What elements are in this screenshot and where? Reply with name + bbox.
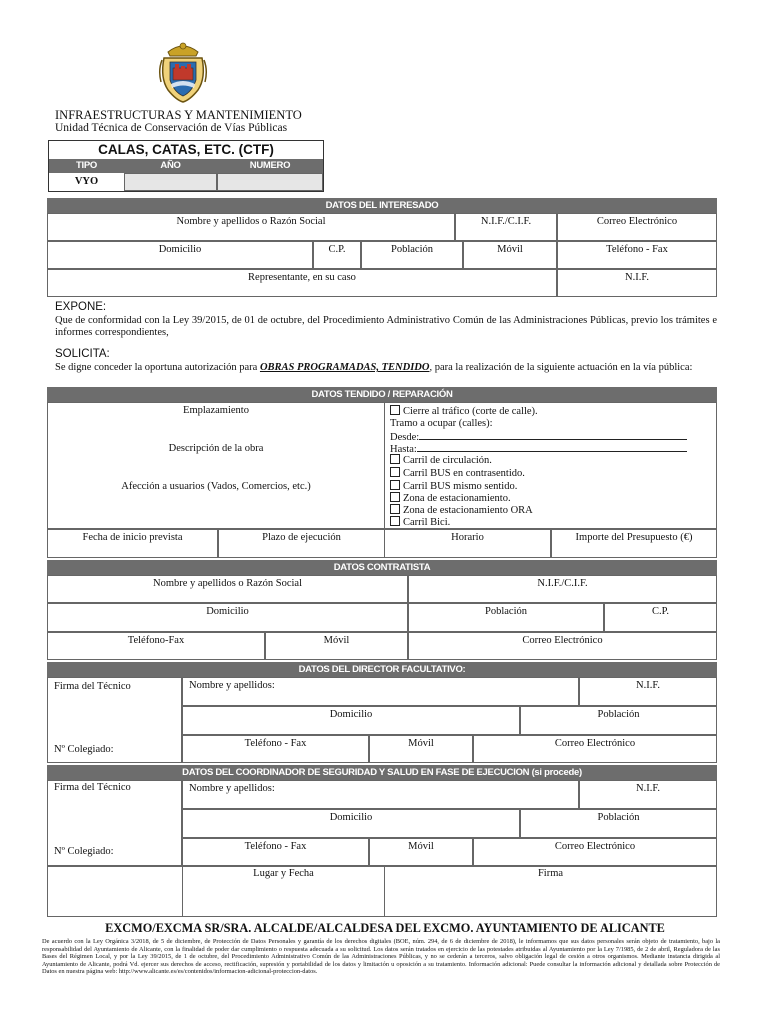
option-label: Carril de circulación. [403,455,492,466]
label: Teléfono - Fax [244,841,307,852]
unit-subtitle: Unidad Técnica de Conservación de Vías Públicas [55,122,288,134]
col-ano: AÑO [124,159,217,173]
label: Domicilio [329,812,373,823]
hasta-label: Hasta: [390,444,417,455]
label: Representante, en su caso [248,272,356,283]
lugar-fecha-field[interactable] [182,866,385,917]
coordinador-poblacion-field[interactable] [520,809,717,838]
solicita-heading: SOLICITA: [55,348,110,360]
checkbox-icon [390,516,400,526]
solicita-pre: Se digne conceder la oportuna autorización para [55,362,260,373]
solicita-post: , para la realización de la siguiente actuación en la vía pública: [429,362,693,373]
interesado-poblacion-field[interactable] [361,241,463,269]
label: Correo Electrónico [554,738,636,749]
option-carril-bus-contrasentido[interactable] [390,467,525,480]
form-code-title: CALAS, CATAS, ETC. (CTF) [98,142,274,157]
label: C.P. [328,244,346,255]
section-contratista-header: DATOS CONTRATISTA [47,560,717,575]
expone-heading: EXPONE: [55,301,107,313]
interesado-email-field[interactable] [557,213,717,241]
contratista-nombre-field[interactable] [47,575,408,603]
label: Correo Electrónico [596,216,678,227]
representante-field[interactable] [47,269,557,297]
section-coordinador-header: DATOS DEL COORDINADOR DE SEGURIDAD Y SALUD EN FASE DE EJECUCION (si procede) [47,765,717,780]
section-tendido-header: DATOS TENDIDO / REPARACIÓN [47,387,717,402]
label: Plazo de ejecución [262,532,341,543]
label: Horario [451,532,484,543]
solicita-emphasis: OBRAS PROGRAMADAS, TENDIDO [259,362,430,373]
coordinador-email-field[interactable] [473,838,717,866]
interesado-cp-field[interactable] [313,241,361,269]
label: Correo Electrónico [554,841,636,852]
option-label: Carril Bici. [403,517,451,528]
plazo-field[interactable] [218,529,385,558]
contratista-domicilio-field[interactable] [47,603,408,632]
desde-label: Desde: [390,432,420,443]
option-carril-bici[interactable] [390,516,450,529]
director-domicilio-field[interactable] [182,706,520,735]
option-carril-circulacion[interactable] [390,454,492,467]
label: N.I.F. [636,783,660,794]
label: Población [391,244,433,255]
afeccion-label: Afección a usuarios (Vados, Comercios, etc.) [121,481,311,492]
contratista-email-field[interactable] [408,632,717,660]
label: Importe del Presupuesto (€) [575,532,693,543]
coat-of-arms-icon [158,38,208,104]
desde-line [419,430,687,440]
ano-field[interactable] [124,173,217,191]
contratista-nif-field[interactable] [408,575,717,603]
label: Nombre y apellidos o Razón Social [176,216,326,227]
label: N.I.F./C.I.F. [537,578,588,589]
coordinador-telefono-field[interactable] [182,838,369,866]
descripcion-label: Descripción de la obra [168,443,264,454]
contratista-movil-field[interactable] [265,632,408,660]
checkbox-icon [390,504,400,514]
label: Nombre y apellidos o Razón Social [152,578,302,589]
director-telefono-field[interactable] [182,735,369,763]
label: Teléfono-Fax [127,635,185,646]
col-tipo: TIPO [49,159,124,173]
coordinador-nif-field[interactable] [579,780,717,809]
importe-field[interactable] [551,529,717,558]
label: Domicilio [158,244,202,255]
label: Fecha de inicio prevista [82,532,183,543]
coordinador-firma-label: Firma del Técnico [54,782,131,793]
label: C.P. [652,606,669,617]
solicita-text [55,362,717,374]
tendido-left-panel [47,402,385,529]
contratista-cp-field[interactable] [604,603,717,632]
interesado-nombre-field[interactable] [47,213,455,241]
director-poblacion-field[interactable] [520,706,717,735]
interesado-domicilio-field[interactable] [47,241,313,269]
label: Población [597,709,640,720]
cierre-label: Cierre al tráfico (corte de calle). [403,406,538,417]
checkbox-icon [390,454,400,464]
hasta-line [417,442,687,452]
representante-nif-field[interactable] [557,269,717,297]
label: N.I.F./C.I.F. [480,216,532,227]
option-label: Zona de estacionamiento ORA [403,505,533,516]
data-protection-notice: De acuerdo con la Ley Orgánica 3/2018, de 5 de diciembre, de Protección de Datos Personales y garantía de los derechos digitales (BOE, núm. 294, de 6 de diciembre de 2018), le informamos que sus datos personales serán objeto de tratamiento, bajo la responsabilidad del Ayuntamiento de Alicante, con la finalidad de poder dar cumplimiento o respuesta adecuada a su solicitud. Los datos serán tratados en ejercicio de las potestades atribuidas al Ayuntamiento por la Ley 7/1985, de 2 de abril, Reguladora de las Bases del Régimen Local, y por la Ley 39/2015, de 1 de octubre, del Procedimiento Administrativo Común de las Administraciones Públicas, y no se cederán a terceros, salvo obligación legal de cesión a otros organismos. Mediante instancia dirigida al Ayuntamiento de Alicante, podrá Vd. ejercer sus derechos de acceso, rectificación, supresión y portabilidad de los datos y limitación u oposición a su tratamiento. Información adicional: Puede consultar la información adicional y detallada sobre Protección de Datos en nuestra página web: http://www.alicante.es/es/contenidos/informacion-adicional-proteccion-datos. [42,938,720,976]
label: N.I.F. [625,272,649,283]
section-director-header: DATOS DEL DIRECTOR FACULTATIVO: [47,662,717,677]
contratista-telefono-field[interactable] [47,632,265,660]
label: Nombre y apellidos: [189,680,275,691]
checkbox-icon [390,405,400,415]
checkbox-icon [390,467,400,477]
tramo-label: Tramo a ocupar (calles): [390,418,493,429]
label: Móvil [323,635,350,646]
numero-field[interactable] [217,173,323,191]
director-movil-field[interactable] [369,735,473,763]
label: Domicilio [206,606,249,617]
section-interesado-header: DATOS DEL INTERESADO [47,198,717,213]
horario-field[interactable] [384,529,551,558]
tipo-value: VYO [74,176,99,187]
expone-text: Que de conformidad con la Ley 39/2015, de 01 de octubre, del Procedimiento Administrativo Común de las Administraciones Públicas, previo los trámites e informes correspondientes, [55,315,717,338]
director-firma-label: Firma del Técnico [54,681,131,692]
director-email-field[interactable] [473,735,717,763]
contratista-poblacion-field[interactable] [408,603,604,632]
cierre-checkbox[interactable] [390,405,538,418]
checkbox-icon [390,480,400,490]
label: Móvil [497,244,523,255]
addressee-line: EXCMO/EXCMA SR/SRA. ALCALDE/ALCALDESA DEL EXCMO. AYUNTAMIENTO DE ALICANTE [105,921,665,935]
label: Domicilio [329,709,373,720]
option-label: Carril BUS en contrasentido. [403,468,525,479]
checkbox-icon [390,492,400,502]
director-nif-field[interactable] [579,677,717,706]
director-colegiado-label: Nº Colegiado: [54,744,114,755]
label: Población [597,812,640,823]
coordinador-colegiado-label: Nº Colegiado: [54,846,114,857]
emplazamiento-label: Emplazamiento [183,405,249,416]
department-title: INFRAESTRUCTURAS Y MANTENIMIENTO [55,108,302,122]
label: Móvil [408,738,434,749]
label: Correo Electrónico [522,635,603,646]
firma-field[interactable] [385,866,717,917]
coordinador-domicilio-field[interactable] [182,809,520,838]
label: Firma [537,868,564,879]
label: Teléfono - Fax [606,244,668,255]
interesado-telefono-field[interactable] [557,241,717,269]
director-nombre-field[interactable] [182,677,579,706]
option-label: Zona de estacionamiento. [403,493,511,504]
label: N.I.F. [636,680,660,691]
option-label: Carril BUS mismo sentido. [403,481,518,492]
label: Nombre y apellidos: [189,783,275,794]
interesado-nif-field[interactable] [455,213,557,241]
label: Móvil [408,841,434,852]
label: Población [485,606,527,617]
col-numero: NUMERO [217,159,323,173]
fecha-inicio-field[interactable] [47,529,218,558]
coordinador-nombre-field[interactable] [182,780,579,809]
coordinador-movil-field[interactable] [369,838,473,866]
label: Lugar y Fecha [253,868,314,879]
label: Teléfono - Fax [244,738,307,749]
interesado-movil-field[interactable] [463,241,557,269]
